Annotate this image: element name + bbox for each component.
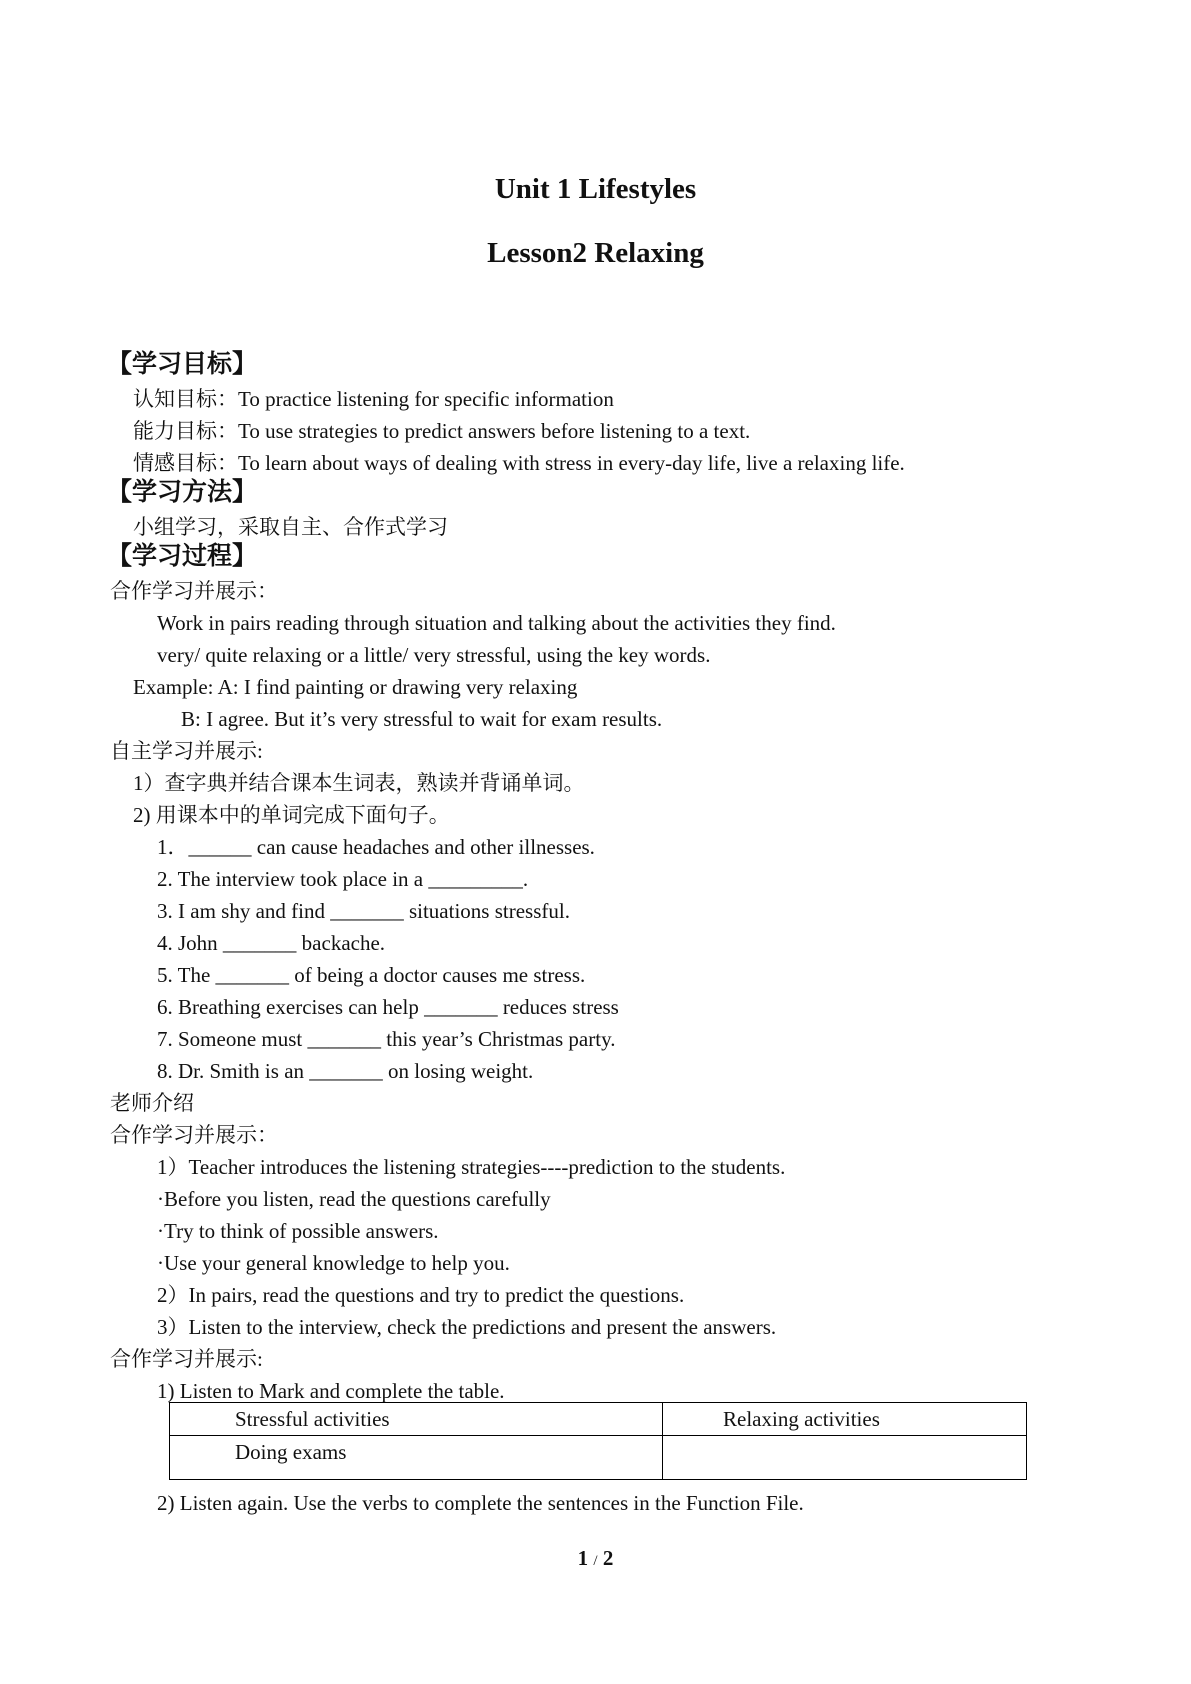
table-cell xyxy=(663,1436,1027,1480)
process-heading: 【学习过程】 xyxy=(107,541,258,570)
activities-table xyxy=(169,1402,1027,1480)
text-line: 1）Teacher introduces the listening strategies----prediction to the students. xyxy=(157,1155,786,1179)
exercise-item: 7. Someone must _______ this year’s Christmas party. xyxy=(157,1027,616,1051)
objective-cognitive: 认知目标：To practice listening for specific information xyxy=(133,387,614,411)
table-cell: Doing exams xyxy=(170,1436,663,1480)
exercise-item: 4. John _______ backache. xyxy=(157,931,386,955)
bullet-line: ·Before you listen, read the questions carefully xyxy=(157,1187,551,1211)
exercise-item: 1．______ can cause headaches and other illnesses. xyxy=(157,835,595,859)
text-line: 2) 用课本中的单词完成下面句子。 xyxy=(133,803,450,827)
document-title: Unit 1 Lifestyles xyxy=(494,173,697,205)
page-number xyxy=(0,1546,1191,1571)
text-line: Work in pairs reading through situation and talking about the activities they find. xyxy=(157,611,836,635)
exercise-item: 5. The _______ of being a doctor causes me stress. xyxy=(157,963,586,987)
exercise-item: 6. Breathing exercises can help _______ reduces stress xyxy=(157,995,619,1019)
example-line: B: I agree. But it’s very stressful to wait for exam results. xyxy=(181,707,663,731)
exercise-item: 3. I am shy and find _______ situations stressful. xyxy=(157,899,570,923)
section-label: 自主学习并展示: xyxy=(110,739,263,763)
text-line: very/ quite relaxing or a little/ very stressful, using the key words. xyxy=(157,643,711,667)
example-line: Example: A: I find painting or drawing very relaxing xyxy=(133,675,578,699)
text-line: 3）Listen to the interview, check the predictions and present the answers. xyxy=(157,1315,777,1339)
table-header-stressful: Stressful activities xyxy=(170,1403,663,1436)
method-heading: 【学习方法】 xyxy=(107,477,258,506)
page-separator: / xyxy=(593,1553,598,1569)
bullet-line: ·Try to think of possible answers. xyxy=(157,1219,439,1243)
objective-ability: 能力目标：To use strategies to predict answers before listening to a text. xyxy=(133,419,751,443)
bullet-line: ·Use your general knowledge to help you. xyxy=(157,1251,510,1275)
text-line: 1) Listen to Mark and complete the table. xyxy=(157,1379,505,1403)
table-row xyxy=(170,1436,1027,1480)
method-text: 小组学习，采取自主、合作式学习 xyxy=(133,515,448,539)
objectives-heading: 【学习目标】 xyxy=(107,349,258,378)
text-line: 1）查字典并结合课本生词表，熟读并背诵单词。 xyxy=(133,771,585,795)
section-label: 老师介绍 xyxy=(110,1091,194,1115)
exercise-item: 2. The interview took place in a _________. xyxy=(157,867,529,891)
table-header-relaxing: Relaxing activities xyxy=(663,1403,1027,1436)
section-label: 合作学习并展示: xyxy=(110,1347,263,1371)
page-current: 1 xyxy=(577,1546,589,1570)
lesson-title: Lesson2 Relaxing xyxy=(487,237,704,269)
table-header-row xyxy=(170,1403,1027,1436)
objective-affective: 情感目标：To learn about ways of dealing with stress in every-day life, live a relaxing life. xyxy=(133,451,905,475)
exercise-item: 8. Dr. Smith is an _______ on losing weight. xyxy=(157,1059,534,1083)
section-label: 合作学习并展示： xyxy=(110,1123,278,1147)
page-total: 2 xyxy=(602,1546,614,1570)
section-label: 合作学习并展示： xyxy=(110,579,278,603)
text-line: 2) Listen again. Use the verbs to complete the sentences in the Function File. xyxy=(157,1491,804,1515)
text-line: 2）In pairs, read the questions and try to predict the questions. xyxy=(157,1283,685,1307)
